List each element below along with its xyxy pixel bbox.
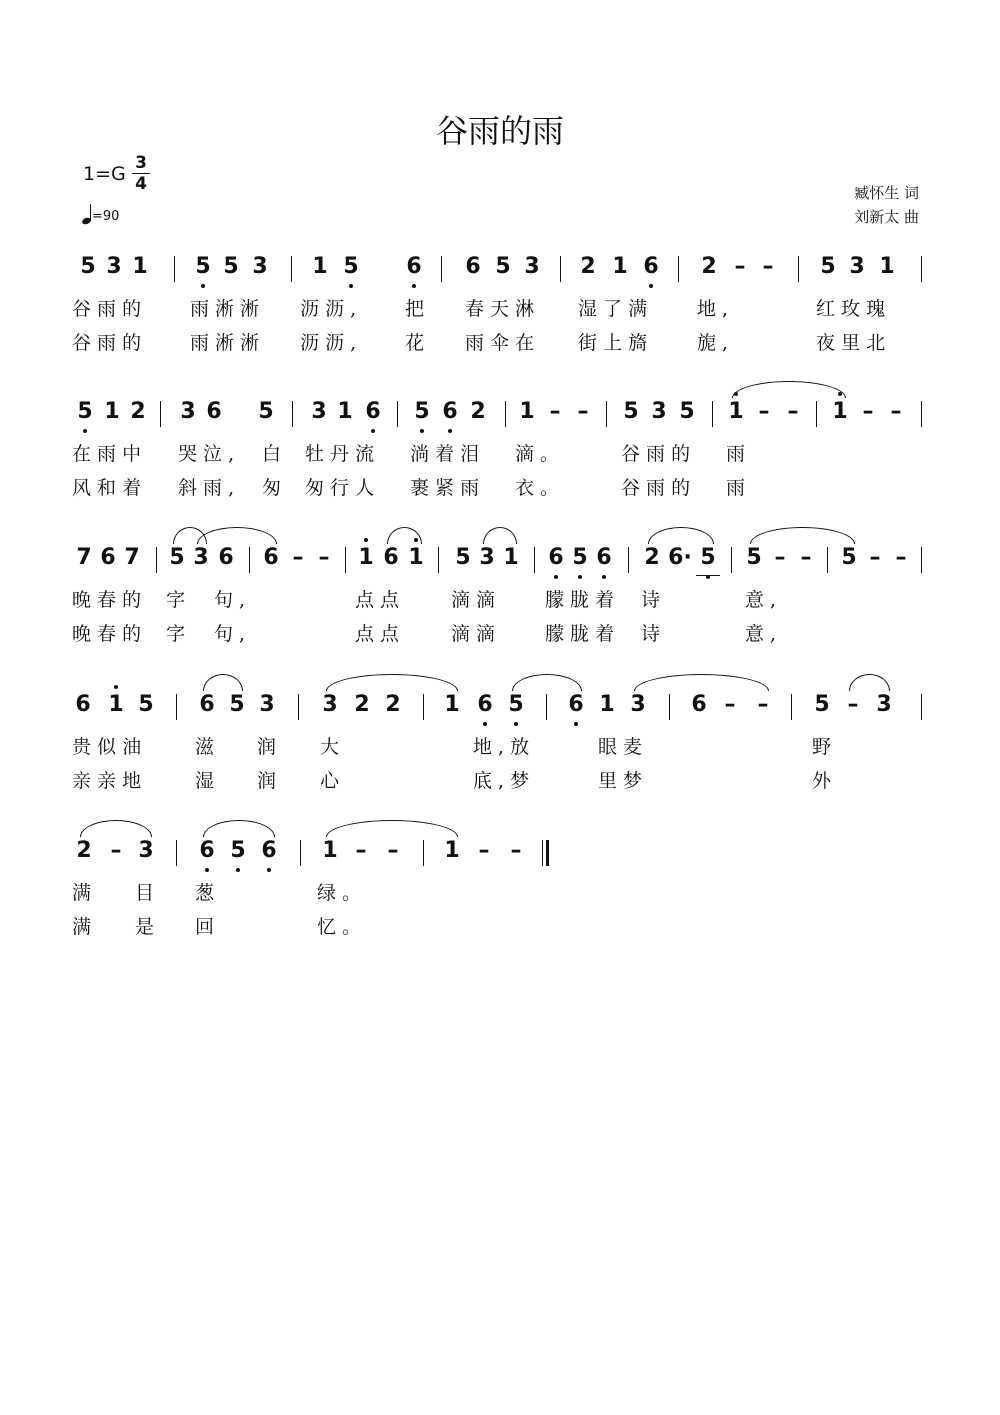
slur-arc (387, 527, 422, 544)
lyric-word: 回 (195, 916, 215, 938)
bar-line (921, 694, 922, 720)
lyrics-verse-2 (0, 473, 1000, 503)
note: 5 (138, 692, 154, 717)
note: 7 (124, 545, 140, 570)
bar-line (438, 547, 439, 573)
lyricist-credit: 臧怀生 词 (854, 184, 919, 202)
note: 6 (637, 254, 665, 288)
slur-arc (326, 674, 458, 691)
note: 6 (100, 545, 116, 570)
lyric-word: 句 , (214, 589, 246, 611)
lower-octave-dot (420, 429, 424, 433)
note: 6 (400, 254, 428, 288)
note: – (724, 692, 736, 717)
lyric-word: 是 (135, 916, 155, 938)
note: 2 (644, 545, 660, 570)
bar-line (174, 256, 175, 282)
note: – (292, 545, 304, 570)
bar-line (921, 256, 922, 282)
note: 5 (408, 399, 436, 433)
lower-octave-dot (236, 868, 240, 872)
note: – (890, 399, 902, 424)
note: 5 (679, 399, 695, 424)
lyric-word: 绿 。 (317, 882, 362, 904)
lyric-word: 街 上 旖 (578, 332, 648, 354)
bar-line (176, 840, 177, 866)
note: 2 (580, 254, 596, 279)
note: 3 (259, 692, 275, 717)
time-signature-top: 3 (135, 153, 147, 173)
lower-octave-dot (448, 429, 452, 433)
lyric-word: 满 (72, 916, 92, 938)
note: 6 (359, 399, 387, 433)
bar-line (423, 840, 424, 866)
note: 3 (479, 545, 495, 570)
lyric-word: 匆 (262, 477, 282, 499)
bar-line (816, 401, 817, 427)
lyric-word: 斜 雨 , (178, 477, 235, 499)
note: 5 (841, 545, 857, 570)
note: 3 (651, 399, 667, 424)
note: 1 (444, 838, 460, 863)
note: 2 (354, 692, 370, 717)
note: – (774, 545, 786, 570)
key-signature: 1=G (83, 163, 126, 185)
note: 5 (495, 254, 511, 279)
note: 1 (722, 399, 750, 433)
slur-arc (750, 527, 855, 544)
note: 3 (106, 254, 122, 279)
lyrics-verse-1 (0, 878, 1000, 908)
lyrics-verse-1 (0, 439, 1000, 469)
lyric-word: 雨 (726, 443, 746, 465)
bar-line (160, 401, 161, 427)
note: – (318, 545, 330, 570)
note: 1 (612, 254, 628, 279)
note: 1 (312, 254, 328, 279)
note: 1 (102, 692, 130, 726)
lyric-word: 野 (812, 736, 832, 758)
bar-line (921, 401, 922, 427)
note: 1 (352, 545, 380, 579)
upper-octave-dot (114, 685, 118, 689)
slur-arc (512, 674, 582, 691)
bar-line (156, 547, 157, 573)
note: 1 (104, 399, 120, 424)
note: 5 (258, 399, 274, 424)
note: – (110, 838, 122, 863)
note: 2 (130, 399, 146, 424)
bar-line (291, 256, 292, 282)
lyric-word: 句 , (214, 623, 246, 645)
lyric-word: 淌 着 泪 (410, 443, 480, 465)
note: 5 (337, 254, 365, 288)
credits (854, 181, 919, 229)
note-line (0, 838, 1000, 872)
note: 5 (502, 692, 530, 726)
note: 3 (311, 399, 327, 424)
note: 5 (189, 254, 217, 288)
note: 6 (193, 838, 221, 872)
lyric-word: 朦 胧 着 (545, 589, 615, 611)
bar-line (249, 547, 250, 573)
bar-line (292, 401, 293, 427)
note: 6 (471, 692, 499, 726)
bar-line (628, 547, 629, 573)
lyric-word: 衣 。 (515, 477, 560, 499)
lower-octave-dot (483, 722, 487, 726)
bar-line (731, 547, 732, 573)
lyric-word: 诗 (641, 589, 661, 611)
slur-arc (197, 527, 277, 544)
note: – (847, 692, 859, 717)
note: 2 (470, 399, 486, 424)
lyric-word: 把 (405, 298, 425, 320)
bar-line (397, 401, 398, 427)
note: 5 (694, 545, 722, 579)
lyric-word: 红 玫 瑰 (816, 298, 886, 320)
lyric-word: 谷 雨 的 (621, 443, 691, 465)
bar-line (791, 694, 792, 720)
time-signature-bottom: 4 (135, 174, 147, 194)
tempo-marking (82, 204, 119, 224)
lower-octave-dot (349, 284, 353, 288)
note: 5 (224, 838, 252, 872)
lyric-word: 雨 (726, 477, 746, 499)
note: 5 (623, 399, 639, 424)
slur-arc (849, 674, 890, 691)
note: 5 (746, 545, 762, 570)
lyric-word: 裹 紧 雨 (410, 477, 480, 499)
note: 3 (193, 545, 209, 570)
note: 6 (75, 692, 91, 717)
note: 1 (503, 545, 519, 570)
note-line (0, 399, 1000, 433)
note: 3 (252, 254, 268, 279)
lower-octave-dot (201, 284, 205, 288)
lyric-word: 夜 里 北 (816, 332, 886, 354)
lyric-word: 眼 麦 (598, 736, 643, 758)
lyric-word: 白 (262, 443, 282, 465)
lyric-word: 底 , 梦 (473, 770, 530, 792)
lyric-word: 湿 了 满 (578, 298, 648, 320)
lyric-word: 字 (166, 589, 186, 611)
lyric-word: 亲 亲 地 (72, 770, 142, 792)
note: 6 (465, 254, 481, 279)
lyric-word: 旎 , (697, 332, 729, 354)
note: 5 (814, 692, 830, 717)
lyric-word: 牡 丹 流 (305, 443, 375, 465)
note: 5 (71, 399, 99, 433)
note: 1 (132, 254, 148, 279)
note: – (510, 838, 522, 863)
note: – (478, 838, 490, 863)
lyric-word: 滴 滴 (451, 589, 496, 611)
bar-line (300, 840, 301, 866)
note: 6 (590, 545, 618, 579)
lyric-word: 滴 滴 (451, 623, 496, 645)
score-row (0, 254, 1000, 384)
note: 5 (820, 254, 836, 279)
note: 5 (80, 254, 96, 279)
lyric-word: 花 (405, 332, 425, 354)
bar-line (345, 547, 346, 573)
note: 6 (255, 838, 283, 872)
lower-octave-dot (514, 722, 518, 726)
lower-octave-dot (578, 575, 582, 579)
note: 5 (455, 545, 471, 570)
note: – (895, 545, 907, 570)
lyric-word: 润 (257, 770, 277, 792)
note: 3 (138, 838, 154, 863)
lower-octave-dot (649, 284, 653, 288)
note: 3 (849, 254, 865, 279)
lyric-word: 贵 似 油 (72, 736, 142, 758)
slur-arc (483, 527, 517, 544)
bar-line (176, 694, 177, 720)
lyric-word: 匆 行 人 (305, 477, 375, 499)
score-row (0, 545, 1000, 675)
note: – (757, 692, 769, 717)
note: 5 (229, 692, 245, 717)
lyric-word: 地 , 放 (473, 736, 530, 758)
note: – (577, 399, 589, 424)
note: 2 (76, 838, 92, 863)
note: 6 (383, 545, 399, 570)
lyric-word: 在 雨 中 (72, 443, 142, 465)
note: 6 (436, 399, 464, 433)
lyric-word: 滴 。 (515, 443, 560, 465)
note: 6 (542, 545, 570, 579)
lyric-word: 湿 (195, 770, 215, 792)
lower-octave-dot (83, 429, 87, 433)
time-signature (132, 154, 150, 193)
score-row (0, 838, 1000, 968)
note-line (0, 254, 1000, 288)
note: 2 (701, 254, 717, 279)
bar-line (798, 256, 799, 282)
note: 3 (524, 254, 540, 279)
lower-octave-dot (574, 722, 578, 726)
note: 6 (562, 692, 590, 726)
slur-arc (203, 674, 243, 691)
lyric-word: 意 , (745, 623, 777, 645)
final-bar-line-thick (546, 840, 549, 866)
note: 5 (223, 254, 239, 279)
note: 1 (337, 399, 353, 424)
note: 2 (385, 692, 401, 717)
lyric-word: 外 (812, 770, 832, 792)
note: 3 (630, 692, 646, 717)
bar-line (298, 694, 299, 720)
lyric-word: 葱 (195, 882, 215, 904)
note: 5 (566, 545, 594, 579)
lyric-word: 字 (166, 623, 186, 645)
score-row (0, 692, 1000, 822)
note-line (0, 545, 1000, 579)
note: 6 (691, 692, 707, 717)
lyric-word: 地 , (697, 298, 729, 320)
bar-line (669, 694, 670, 720)
lyric-word: 里 梦 (598, 770, 643, 792)
lyric-word: 润 (257, 736, 277, 758)
bar-line (423, 694, 424, 720)
lyric-word: 谷 雨 的 (621, 477, 691, 499)
eighth-underline (696, 575, 720, 576)
slur-arc (203, 820, 275, 837)
lyric-word: 雨 淅 淅 (190, 298, 260, 320)
bar-line (505, 401, 506, 427)
lyric-word: 晚 春 的 (72, 589, 142, 611)
note: – (800, 545, 812, 570)
lyrics-verse-2 (0, 619, 1000, 649)
lower-octave-dot (602, 575, 606, 579)
bar-line (560, 256, 561, 282)
note-line (0, 692, 1000, 726)
note: 1 (879, 254, 895, 279)
tempo-value: =90 (92, 209, 120, 224)
lyrics-verse-2 (0, 766, 1000, 796)
note: – (787, 399, 799, 424)
lyrics-verse-2 (0, 328, 1000, 358)
lyric-word: 满 (72, 882, 92, 904)
lyric-word: 点 点 (355, 589, 400, 611)
note: 1 (402, 545, 430, 579)
lyric-word: 哭 泣 , (178, 443, 235, 465)
lyric-word: 沥 沥 , (300, 298, 357, 320)
lyric-word: 朦 胧 着 (545, 623, 615, 645)
lyric-word: 意 , (745, 589, 777, 611)
lyric-word: 谷 雨 的 (72, 298, 142, 320)
lower-octave-dot (412, 284, 416, 288)
note: 6 (218, 545, 234, 570)
note: – (355, 838, 367, 863)
quarter-note-icon (82, 204, 92, 224)
note: 6 (199, 692, 215, 717)
note: – (387, 838, 399, 863)
lower-octave-dot (267, 868, 271, 872)
lyric-word: 风 和 着 (72, 477, 142, 499)
lyric-word: 大 (320, 736, 340, 758)
note: – (758, 399, 770, 424)
note: 1 (599, 692, 615, 717)
composer-credit: 刘新太 曲 (854, 208, 919, 226)
lyric-word: 雨 伞 在 (465, 332, 535, 354)
lyric-word: 忆 。 (317, 916, 362, 938)
note: 1 (519, 399, 535, 424)
slur-arc (648, 527, 714, 544)
lyric-word: 诗 (641, 623, 661, 645)
note: 7 (76, 545, 92, 570)
song-title: 谷雨的雨 (435, 112, 564, 150)
lyric-word: 沥 沥 , (300, 332, 357, 354)
lyrics-verse-2 (0, 912, 1000, 942)
lyric-word: 春 天 淋 (465, 298, 535, 320)
bar-line (827, 547, 828, 573)
note: – (734, 254, 746, 279)
score-row (0, 399, 1000, 529)
final-bar-line-thin (542, 840, 543, 866)
note: 6· (668, 545, 692, 570)
slur-arc (634, 674, 769, 691)
note: – (862, 399, 874, 424)
bar-line (534, 547, 535, 573)
bar-line (712, 401, 713, 427)
lyric-word: 谷 雨 的 (72, 332, 142, 354)
lyrics-verse-1 (0, 294, 1000, 324)
lyric-word: 滋 (195, 736, 215, 758)
note: 3 (180, 399, 196, 424)
lyric-word: 雨 淅 淅 (190, 332, 260, 354)
lyrics-verse-1 (0, 585, 1000, 615)
note: 6 (263, 545, 279, 570)
bar-line (441, 256, 442, 282)
note: 1 (826, 399, 854, 433)
lyric-word: 点 点 (355, 623, 400, 645)
note: 3 (322, 692, 338, 717)
note: 1 (322, 838, 338, 863)
note: – (762, 254, 774, 279)
bar-line (678, 256, 679, 282)
note: 1 (444, 692, 460, 717)
lower-octave-dot (371, 429, 375, 433)
lyric-word: 目 (135, 882, 155, 904)
lower-octave-dot (205, 868, 209, 872)
slur-arc (80, 820, 152, 837)
note: 6 (206, 399, 222, 424)
note: – (869, 545, 881, 570)
lower-octave-dot (554, 575, 558, 579)
upper-octave-dot (364, 538, 368, 542)
bar-line (546, 694, 547, 720)
note: 5 (169, 545, 185, 570)
lyrics-verse-1 (0, 732, 1000, 762)
note: – (549, 399, 561, 424)
bar-line (921, 547, 922, 573)
note: 3 (876, 692, 892, 717)
slur-arc (326, 820, 458, 837)
lyric-word: 心 (320, 770, 340, 792)
bar-line (606, 401, 607, 427)
lyric-word: 晚 春 的 (72, 623, 142, 645)
